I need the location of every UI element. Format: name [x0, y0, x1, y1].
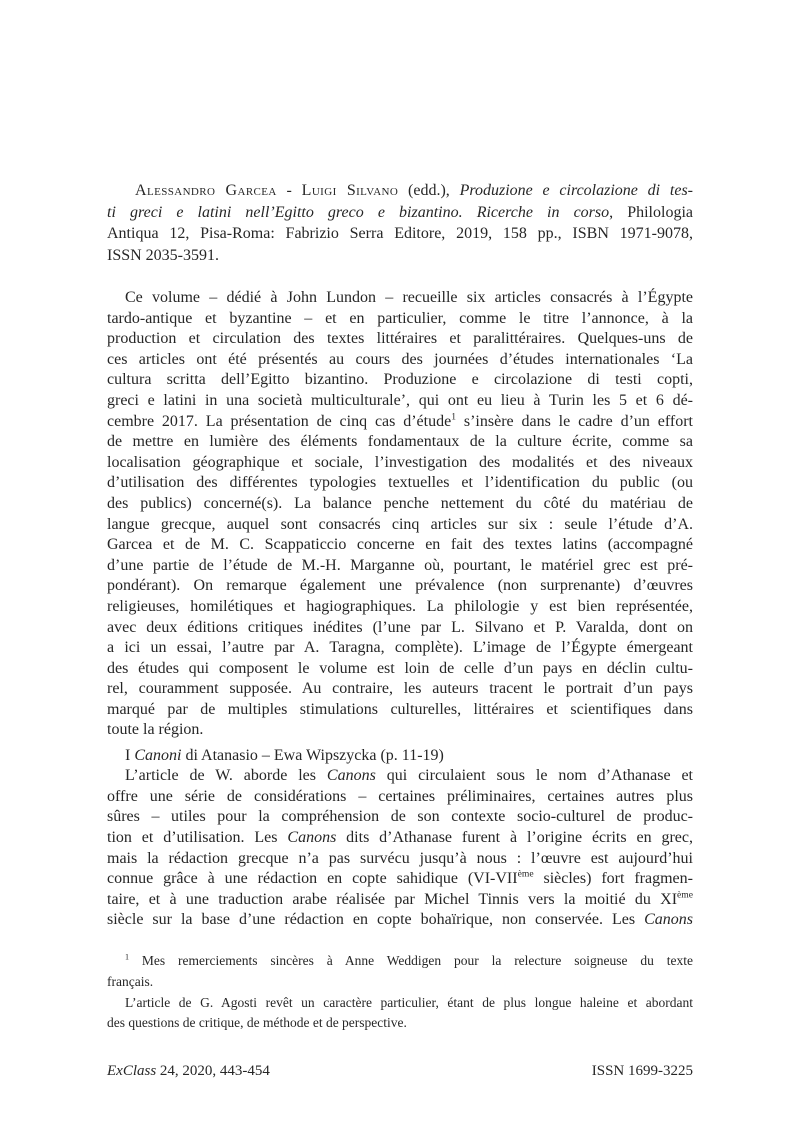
text-line: français. [107, 973, 154, 989]
text-line: tion et d’utilisation. Les Canons dits d’Athanase furent à l’origine écrits en grec, [107, 828, 693, 846]
text-line: $^1$ Mes remerciements sincères à Anne Weddigen pour la relecture soigneuse du texte [125, 952, 693, 968]
text-line: cultura scritta dell’Egitto bizantino. Produzione e circolazione di testi copti, [107, 371, 693, 389]
text-line: des études qui composent le volume est loin de celle d’un pays en déclin cultu- [107, 659, 693, 677]
text-line: greci e latini in una società multiculturale’, qui ont eu lieu à Turin les 5 et 6 dé- [107, 391, 693, 409]
text-line: ti greci e latini nell’Egitto greco e bizantino. Ricerche in corso, Philologia [107, 203, 693, 221]
text-line: ExClass 24, 2020, 443-454 [107, 1063, 270, 1080]
text-line: toute la région. [107, 721, 204, 739]
text-line: langue grecque, auquel sont consacrés cinq articles sur six : seule l’étude d’A. [107, 515, 693, 533]
review-paragraph-canons [107, 766, 693, 931]
text-line: ces articles ont été présentés au cours des journées d’études internationales ‘La [107, 350, 693, 368]
footnotes [107, 951, 693, 1034]
text-line: Antiqua 12, Pisa-Roma: Fabrizio Serra Editore, 2019, 158 pp., ISBN 1971-9078, [107, 225, 693, 242]
text-line: production et circulation des textes littéraires et paralittéraires. Quelques-uns de [107, 330, 693, 348]
text-line: rel, couramment supposée. Au contraire, les auteurs tracent le portrait d’un pays [107, 680, 693, 698]
book-citation [107, 180, 693, 266]
text-line: tardo-antique et byzantine – et en particulier, comme le titre l’annonce, à la [107, 309, 693, 327]
text-line: avec deux éditions critiques inédites (l’une par L. Silvano et P. Varalda, dont on [107, 618, 693, 636]
text-line: a ici un essai, l’autre par A. Taragna, complète). L’image de l’Égypte émergeant [107, 639, 693, 657]
review-paragraph-introduction [107, 288, 693, 741]
text-line: Alessandro Garcea - Luigi Silvano (edd.), Produzione e circolazione di tes- [135, 182, 693, 199]
text-line: connue grâce à une rédaction en copte sahidique (VI-VIIème siècles) fort fragmen- [107, 868, 693, 888]
journal-volume-reference [107, 1062, 270, 1080]
text-line: pondérant). On remarque également une prévalence (non surprenante) d’œuvres [107, 577, 693, 595]
journal-issn: ISSN 1699-3225 [591, 1063, 693, 1080]
text-line: L’article de G. Agosti revêt un caractère particulier, étant de plus longue haleine et abordant [125, 994, 693, 1010]
text-line: ISSN 2035-3591. [107, 246, 220, 264]
text-line: sûres – utiles pour la compréhension de son contexte socio-culturel de produc- [107, 808, 693, 826]
text-line: offre une série de considérations – certaines préliminaires, certaines autres plus [107, 787, 693, 805]
footnote-1 [107, 951, 693, 993]
text-line: des publics) concerné(s). La balance penche nettement du côté du matériau de [107, 494, 693, 512]
text-line: L’article de W. aborde les Canons qui circulaient sous le nom d’Athanase et [125, 767, 693, 785]
text-line: I Canoni di Atanasio – Ewa Wipszycka (p. 11-19) [125, 746, 444, 764]
footnote-2 [107, 993, 693, 1035]
text-line: d’utilisation des différentes typologies textuelles et l’identification du public (ou [107, 474, 693, 492]
section-heading-canoni-di-atanasio [107, 746, 693, 767]
text-line: Ce volume – dédié à John Lundon – recueille six articles consacrés à l’Égypte [125, 289, 693, 306]
text-line: taire, et à une traduction arabe réalisée par Michel Tinnis vers la moitié du XIème [107, 889, 693, 908]
text-line: religieuses, homilétiques et hagiographiques. La philologie y est bien représentée, [107, 597, 693, 615]
text-line: mais la rédaction grecque n’a pas survécu jusqu’à nous : l’œuvre est aujourd’hui [107, 849, 693, 867]
text-line: siècle sur la base d’une rédaction en copte bohaïrique, non conservée. Les Canons [107, 911, 693, 929]
text-line: cembre 2017. La présentation de cinq cas d’étude$^1$ s’insère dans le cadre d’un effort [107, 411, 694, 430]
page-footer [107, 1062, 693, 1080]
text-line: Garcea et de M. C. Scappaticcio concerne en fait des textes latins (accompagné [107, 536, 693, 554]
text-line: d’une partie de l’étude de M.-H. Marganne où, pourtant, le matériel grec est pré- [107, 556, 693, 574]
text-line: de mettre en lumière des éléments fondamentaux de la culture écrite, comme sa [107, 433, 693, 451]
text-line: des questions de critique, de méthode et de perspective. [107, 1015, 407, 1031]
text-line: localisation géographique et sociale, l’investigation des modalités et des niveaux [107, 453, 693, 471]
text-line: marqué par de multiples stimulations culturelles, littéraires et scientifiques dans [107, 700, 693, 718]
